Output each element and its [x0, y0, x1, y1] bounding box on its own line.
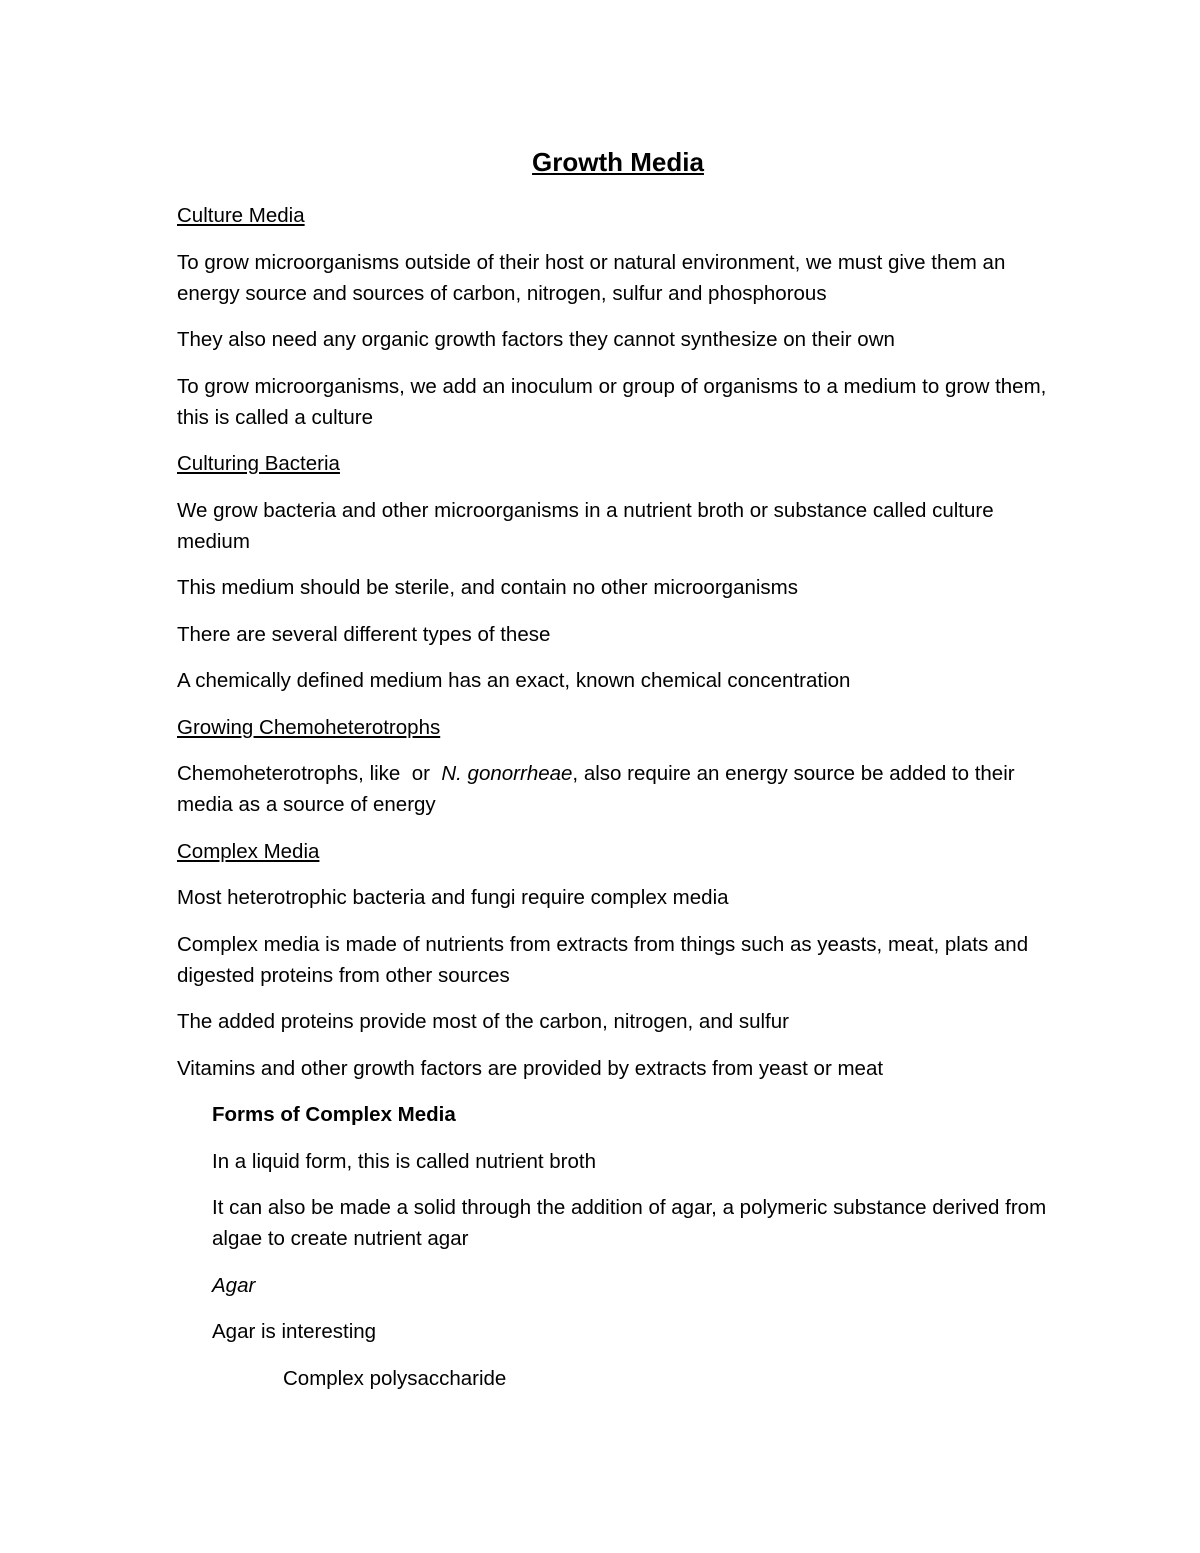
- paragraph: Complex polysaccharide: [283, 1366, 507, 1390]
- document-title: Growth Media: [532, 147, 704, 177]
- paragraph: Most heterotrophic bacteria and fungi require complex media: [177, 886, 729, 909]
- paragraph: It can also be made a solid through the addition of agar, a polymeric substance derived from algae to create nutrient agar: [212, 1196, 1047, 1250]
- paragraph: They also need any organic growth factors they cannot synthesize on their own: [177, 328, 895, 351]
- document-body: [177, 200, 1067, 1409]
- heading-complex-media: Complex Media: [177, 839, 320, 863]
- paragraph: [177, 758, 1067, 820]
- heading-culturing-bacteria: Culturing Bacteria: [177, 452, 340, 475]
- heading-agar: Agar: [212, 1273, 256, 1297]
- paragraph-text-after: , also require an energy source be added to their media as a source of energy: [177, 762, 1015, 816]
- paragraph-text-before: Chemoheterotrophs, like or: [177, 762, 442, 785]
- paragraph: The added proteins provide most of the carbon, nitrogen, and sulfur: [177, 1010, 789, 1033]
- heading-growing-chemoheterotrophs: Growing Chemoheterotrophs: [177, 715, 441, 739]
- paragraph: A chemically defined medium has an exact, known chemical concentration: [177, 669, 851, 692]
- paragraph: To grow microorganisms outside of their host or natural environment, we must give them an energy source and sources of carbon, nitrogen, sulfur and phosphorous: [177, 250, 1006, 305]
- paragraph: Vitamins and other growth factors are provided by extracts from yeast or meat: [177, 1056, 884, 1080]
- paragraph: Complex media is made of nutrients from extracts from things such as yeasts, meat, plats and digested proteins from other sources: [177, 932, 1029, 987]
- species-name: N. gonorrheae: [441, 762, 573, 785]
- heading-forms-of-complex-media: Forms of Complex Media: [212, 1103, 456, 1126]
- paragraph: Agar is interesting: [212, 1320, 377, 1343]
- paragraph: There are several different types of these: [177, 622, 551, 646]
- paragraph: In a liquid form, this is called nutrient broth: [212, 1149, 596, 1173]
- paragraph: We grow bacteria and other microorganisms in a nutrient broth or substance called culture medium: [177, 498, 994, 553]
- heading-culture-media: Culture Media: [177, 204, 305, 227]
- paragraph: This medium should be sterile, and contain no other microorganisms: [177, 576, 798, 599]
- paragraph: To grow microorganisms, we add an inoculum or group of organisms to a medium to grow them, this is called a culture: [177, 374, 1047, 429]
